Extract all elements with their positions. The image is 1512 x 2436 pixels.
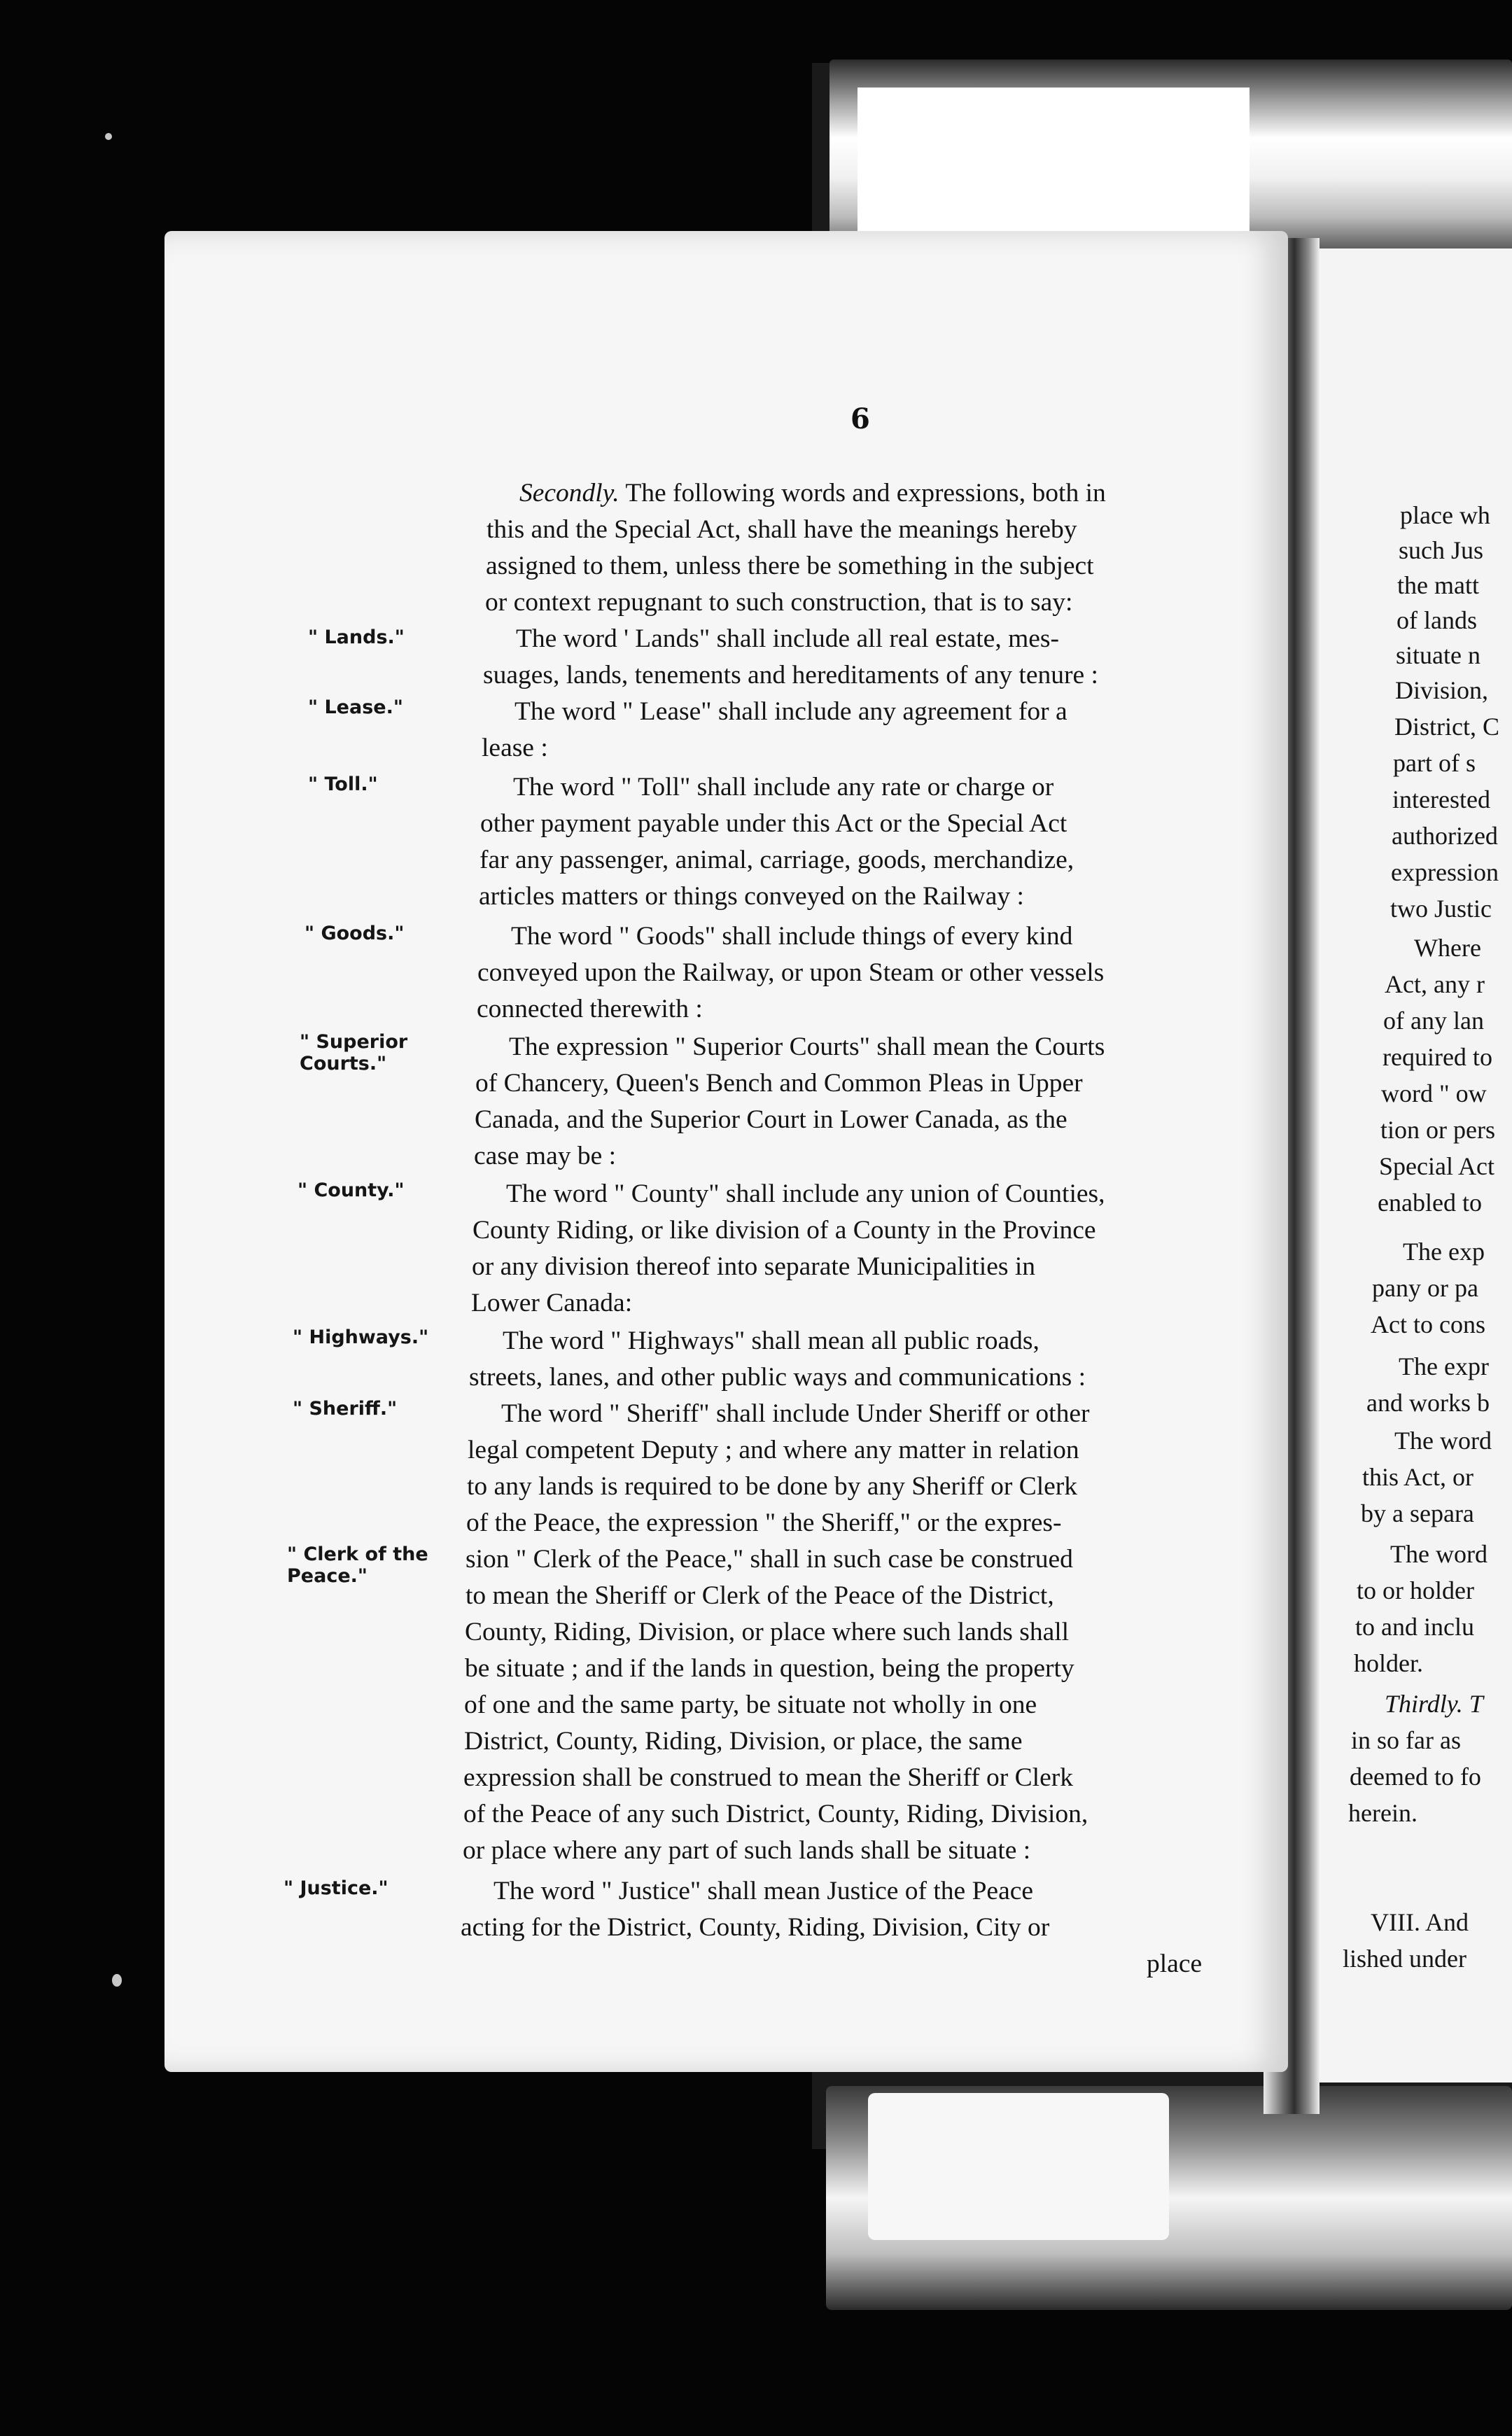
body-line: this and the Special Act, shall have the meanings hereby [486,515,1077,544]
body-line: Canada, and the Superior Court in Lower Canada, as the [475,1105,1068,1134]
body-line: conveyed upon the Railway, or upon Steam or other vessels [477,958,1105,987]
right-page-line: The expr [1399,1352,1489,1380]
body-line: or any division thereof into separate Municipalities in [472,1252,1036,1281]
body-line: The word ' Lands" shall include all real estate, mes- [516,624,1059,653]
page-stack-top-highlight [858,88,1250,241]
body-line: expression shall be construed to mean the Sheriff or Clerk [463,1763,1073,1792]
body-line: case may be : [474,1142,617,1170]
page-stack-top [830,59,1512,255]
right-page-line: tion or pers [1380,1116,1495,1144]
right-page-line: holder. [1354,1649,1423,1677]
body-line: The word " Sheriff" shall include Under Sheriff or other [501,1399,1090,1428]
margin-note-sheriff: " Sheriff." [293,1398,398,1420]
dust-speck [112,1974,122,1987]
body-line: suages, lands, tenements and hereditaments of any tenure : [483,661,1098,690]
body-line: The expression " Superior Courts" shall mean the Courts [509,1032,1105,1061]
body-line: place [1147,1949,1203,1978]
right-page-line: this Act, or [1362,1463,1474,1491]
margin-note-lease: " Lease." [308,696,403,718]
body-line: Lower Canada: [471,1289,633,1317]
body-line: The word " Justice" shall mean Justice of the Peace [493,1877,1034,1905]
dust-speck [105,133,112,140]
right-page-line: The word [1394,1427,1492,1455]
margin-note-clerk-1: " Clerk of the [287,1544,428,1565]
right-page-line: by a separa [1361,1499,1474,1527]
right-page-line: The word [1390,1540,1488,1568]
right-page-line: The exp [1403,1238,1485,1266]
right-page-line: the matt [1397,571,1479,599]
right-page-line: situate n [1396,641,1480,669]
margin-note-county: " County." [298,1180,405,1201]
body-line: or context repugnant to such construction, that is to say: [485,588,1073,617]
page-stack-bottom-highlight [868,2093,1169,2240]
body-line: of the Peace, the expression " the Sheriff," or the expres- [466,1508,1062,1537]
body-line: lease : [482,734,548,762]
right-page-line: place wh [1400,501,1490,529]
body-line: sion " Clerk of the Peace," shall in such case be construed [465,1545,1073,1574]
body-line: The word " Lease" shall include any agreement for a [514,697,1068,726]
right-page-line: expression [1391,858,1499,886]
right-page-line: herein. [1348,1799,1418,1827]
body-line: of Chancery, Queen's Bench and Common Pleas in Upper [475,1069,1083,1098]
margin-note-justice: " Justice." [284,1877,388,1899]
body-line: of one and the same party, be situate not wholly in one [464,1690,1037,1719]
right-page-line: word " ow [1381,1079,1487,1107]
page-stack-bottom [826,2086,1512,2310]
section-lead: Secondly. [519,479,620,507]
body-line: acting for the District, County, Riding, Division, City or [461,1913,1050,1942]
right-page-line: Act to cons [1371,1310,1485,1338]
body-line: County Riding, or like division of a County in the Province [472,1216,1096,1245]
right-page-line: deemed to fo [1350,1763,1481,1791]
body-line: County, Riding, Division, or place where such lands shall [465,1618,1070,1646]
right-page-line: VIII. And [1371,1908,1469,1936]
margin-note-goods: " Goods." [304,923,405,944]
body-line: or place where any part of such lands shall be situate : [463,1836,1031,1865]
right-page-line: interested [1392,785,1490,813]
margin-note-lands: " Lands." [308,626,405,648]
right-page-line: Where [1414,934,1481,962]
body-line: assigned to them, unless there be something in the subject [486,552,1094,580]
right-page-line: Thirdly. T [1385,1690,1483,1718]
right-page-line: and works b [1366,1389,1490,1417]
body-line: Secondly. The following words and expressions, both in [519,479,1106,507]
margin-note-clerk-2: Peace." [287,1565,368,1587]
right-page-line: Act, any r [1385,970,1485,998]
body-line: connected therewith : [477,995,703,1023]
right-page-line: pany or pa [1372,1274,1478,1302]
right-page-line: of lands [1396,606,1477,634]
body-line: articles matters or things conveyed on the Railway : [479,882,1024,911]
margin-note-superior-courts-2: Courts." [300,1053,387,1074]
body-line: other payment payable under this Act or the Special Act [480,809,1068,838]
right-page-line: Division, [1395,676,1489,704]
body-line: legal competent Deputy ; and where any matter in relation [468,1436,1079,1464]
body-line: of the Peace of any such District, County, Riding, Division, [463,1800,1088,1828]
body-line: District, County, Riding, Division, or place, the same [464,1727,1023,1756]
right-page-line: two Justic [1390,895,1492,923]
right-page-line: lished under [1343,1945,1466,1973]
body-line: be situate ; and if the lands in question, being the property [465,1654,1074,1683]
right-page-line: such Jus [1399,536,1484,564]
right-page-line: to and inclu [1355,1613,1474,1641]
right-page-line: in so far as [1351,1726,1461,1754]
page-number: 6 [850,402,870,435]
body-line: The word " Highways" shall mean all public roads, [503,1326,1040,1355]
body-line: The word " County" shall include any union of Counties, [506,1180,1105,1208]
right-page-line: enabled to [1378,1189,1482,1217]
margin-note-highways: " Highways." [293,1326,429,1348]
body-line: streets, lanes, and other public ways and communications : [469,1363,1086,1392]
margin-note-superior-courts-1: " Superior [300,1031,408,1053]
right-page-line: authorized [1392,822,1498,850]
body-line: The word " Toll" shall include any rate or charge or [513,773,1054,802]
right-page-line: part of s [1393,749,1476,777]
body-line: The word " Goods" shall include things of every kind [511,922,1073,951]
right-page-line: Special Act [1379,1152,1494,1180]
body-line: far any passenger, animal, carriage, goods, merchandize, [479,846,1074,874]
right-page-line: to or holder [1357,1576,1474,1604]
right-page-line: District, C [1394,713,1499,741]
right-page-line: required to [1382,1043,1492,1071]
body-line: to mean the Sheriff or Clerk of the Peace of the District, [465,1581,1054,1610]
right-page-line: of any lan [1383,1007,1484,1035]
body-line: to any lands is required to be done by any Sheriff or Clerk [467,1472,1078,1501]
margin-note-toll: " Toll." [308,774,378,795]
